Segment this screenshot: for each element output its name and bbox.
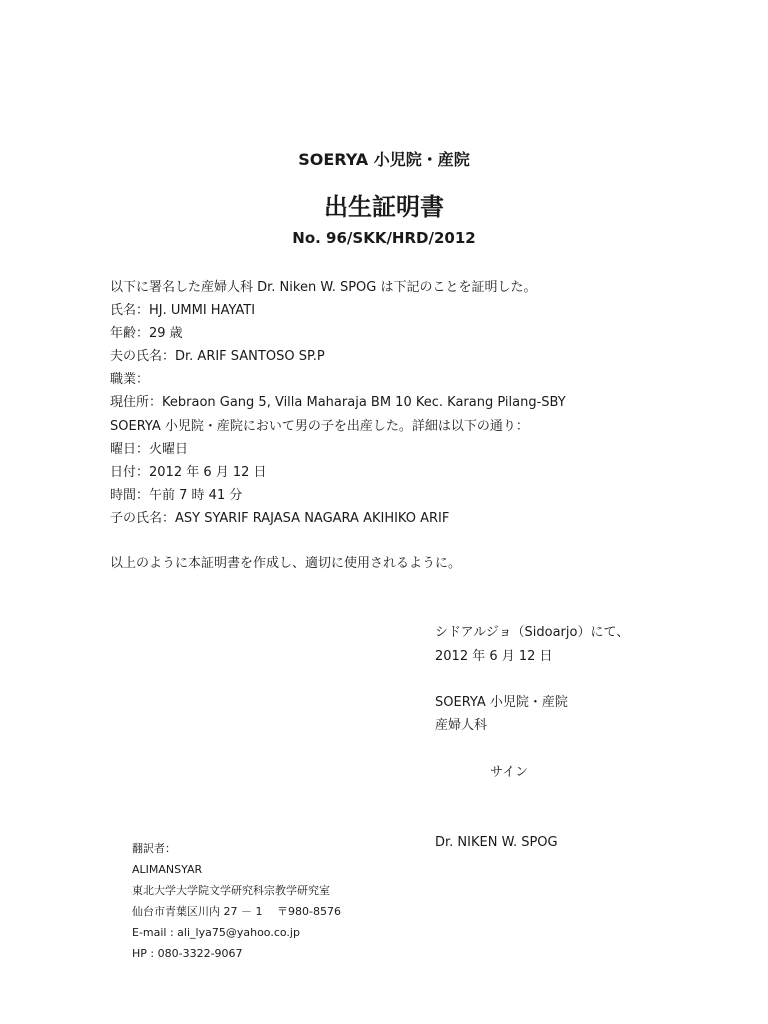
doctor-name: Dr. NIKEN W. SPOG	[435, 835, 558, 850]
signature-institution: SOERYA 小児院・産院	[435, 695, 568, 710]
child-name: 子の氏名：ASY SYARIF RAJASA NAGARA AKIHIKO ARIF	[110, 510, 450, 526]
current-address: 現住所：Kebraon Gang 5, Villa Maharaja BM 10 Kec. Karang Pilang-SBY	[110, 395, 566, 411]
signature-place: シドアルジョ（Sidoarjo）にて、	[435, 625, 630, 640]
certification-statement: 以下に署名した産婦人科 Dr. Niken W. SPOG は下記のことを証明した。	[110, 280, 537, 295]
closing-statement: 以上のように本証明書を作成し、適切に使用されるように。	[110, 556, 462, 571]
translator-address: 仙台市青葉区川内 27 － 1 〒980-8576	[132, 905, 341, 918]
translator-phone: HP : 080-3322-9067	[132, 947, 243, 960]
certificate-body	[110, 276, 730, 530]
translator-email: E-mail : ali_lya75@yahoo.co.jp	[132, 926, 300, 939]
signature-date: 2012 年 6 月 12 日	[435, 649, 553, 664]
mother-name: 氏名：HJ. UMMI HAYATI	[110, 303, 256, 319]
translator-affiliation: 東北大学大学院文学研究科宗教学研究室	[132, 884, 330, 897]
document-title: 出生証明書	[324, 193, 444, 221]
translator-name: ALIMANSYAR	[132, 863, 203, 876]
organization-name: SOERYA 小児院・産院	[298, 150, 470, 169]
signature-department: 産婦人科	[435, 718, 488, 733]
document-number: No. 96/SKK/HRD/2012	[292, 229, 476, 247]
translator-info	[132, 838, 341, 964]
signature-label: サイン	[490, 765, 529, 780]
birth-date: 日付：2012 年 6 月 12 日	[110, 464, 267, 480]
occupation: 職業：	[110, 372, 150, 388]
translator-label: 翻訳者：	[132, 842, 176, 855]
birth-time: 時間：午前 7 時 41 分	[110, 487, 243, 503]
mother-age: 年齢：29 歳	[110, 326, 183, 342]
birth-statement: SOERYA 小児院・産院において男の子を出産した。詳細は以下の通り：	[110, 418, 529, 434]
birth-weekday: 曜日：火曜日	[110, 441, 189, 457]
husband-name: 夫の氏名：Dr. ARIF SANTOSO SP.P	[110, 349, 325, 365]
